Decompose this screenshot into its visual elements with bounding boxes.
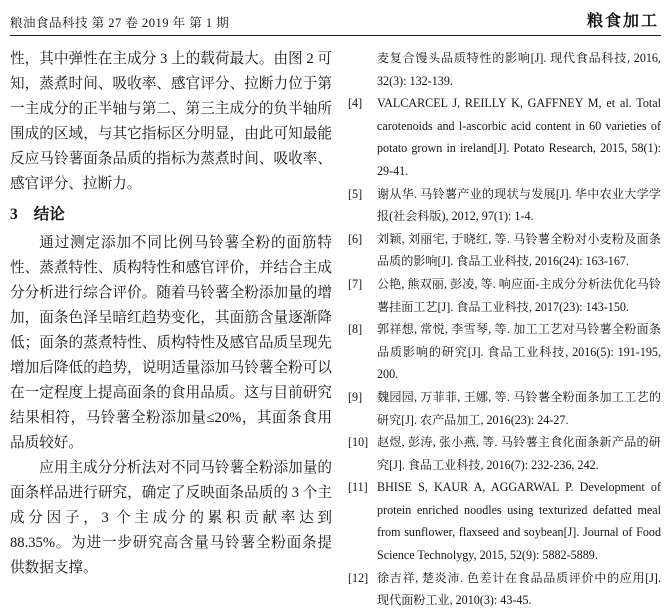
reference-text: BHISE S, KAUR A, AGGARWAL P. Development of protein enriched noodles using texturized defatted meal from sunflower, flaxseed and soybean[J]. Journal of Food Science Technolygy, 2015, 52(9): 5882-5889. bbox=[377, 480, 661, 563]
reference-text: 魏园园, 万菲菲, 王娜, 等. 马铃薯全粉面条加工工艺的研究[J]. 农产品加工, 2016(23): 24-27. bbox=[377, 389, 661, 427]
reference-label: [8] bbox=[348, 322, 363, 337]
page-header bbox=[10, 6, 661, 35]
reference-label: [5] bbox=[348, 186, 363, 201]
section-number: 3 bbox=[10, 206, 18, 223]
reference-item-7 bbox=[348, 273, 661, 318]
reference-label: [7] bbox=[348, 276, 363, 291]
reference-text: 赵煜, 彭涛, 张小燕, 等. 马铃薯主食化面条新产品的研究[J]. 食品工业科技, 2016(7): 232-236, 242. bbox=[377, 435, 661, 472]
reference-text: 刘颖, 刘丽宅, 于晓红, 等. 马铃薯全粉对小麦粉及面条品质的影响[J]. 食品工业科技, 2016(24): 163-167. bbox=[377, 231, 661, 269]
reference-item-5 bbox=[348, 183, 661, 228]
reference-item-12 bbox=[348, 567, 661, 612]
reference-item-9 bbox=[348, 386, 661, 431]
reference-text: 谢从华. 马铃薯产业的现状与发展[J]. 华中农业大学学报(社会科版), 2012, 97(1): 1-4. bbox=[377, 186, 661, 224]
reference-text: 郭祥想, 常悦, 李雪琴, 等. 加工工艺对马铃薯全粉面条品质影响的研究[J]. 食品工业科技, 2016(5): 191-195, 200. bbox=[377, 322, 661, 382]
reference-label: [4] bbox=[348, 96, 363, 111]
journal-info: 粮油食品科技 第 27 卷 2019 年 第 1 期 bbox=[10, 16, 230, 30]
reference-label: [6] bbox=[348, 231, 363, 246]
reference-text: 公艳, 熊双丽, 彭凌, 等. 响应面-主成分分析法优化马铃薯挂面工艺[J]. 食品工业科技, 2017(23): 143-150. bbox=[377, 276, 661, 314]
reference-item-4 bbox=[348, 92, 661, 182]
left-column bbox=[10, 47, 332, 612]
section-heading-conclusion bbox=[10, 202, 332, 227]
reference-item-6 bbox=[348, 228, 661, 273]
reference-text: VALCARCEL J, REILLY K, GAFFNEY M, et al. Total carotenoids and l-ascorbic acid content in 60 varieties of potato grown in ireland[J]. Potato Research, 2015, 58(1): 29-41. bbox=[377, 96, 661, 178]
body-paragraph-2: 通过测定添加不同比例马铃薯全粉的面筋特性、蒸煮特性、质构特性和感官评价，并结合主成分分析进行综合评价。随着马铃薯全粉添加量的增加，面条色泽呈暗红趋势变化，其面筋含量逐渐降低；面条的蒸煮特性、质构特性及感官品质呈现先增加后降低的趋势，说明适量添加马铃薯全粉可以在一定程度上提高面条的食用品质。这与目前研究结果相符，马铃薯全粉添加量≤20%，其面条食用品质较好。 bbox=[10, 235, 332, 451]
references-column bbox=[348, 47, 661, 612]
reference-label: [9] bbox=[348, 389, 363, 404]
body-paragraph-3: 应用主成分分析法对不同马铃薯全粉添加量的面条样品进行研究，确定了反映面条品质的 3 个主成分因子，3 个主成分的累积贡献率达到 88.35%。为进一步研究高含量马铃薯全粉面条提供数据支撑。 bbox=[10, 460, 332, 576]
body-paragraph-1: 性，其中弹性在主成分 3 上的载荷最大。由图 2 可知，蒸煮时间、吸收率、感官评分、拉断力位于第一主成分的正半轴与第二、第三主成分的负半轴所围成的区域，与其它指标区分明显，由此可知最能反应马铃薯面条品质的指标为蒸煮时间、吸收率、感官评分、拉断力。 bbox=[10, 51, 332, 192]
reference-continuation: 麦复合馒头品质特性的影响[J]. 现代食品科技, 2016, 32(3): 132-139. bbox=[377, 51, 661, 88]
reference-label: [10] bbox=[348, 435, 369, 450]
reference-label: [11] bbox=[348, 480, 368, 495]
reference-item-11 bbox=[348, 476, 661, 566]
reference-item-8 bbox=[348, 318, 661, 386]
two-column-body bbox=[10, 36, 661, 612]
reference-item-10 bbox=[348, 431, 661, 476]
reference-label: [12] bbox=[348, 570, 369, 585]
section-title: 结论 bbox=[33, 206, 65, 223]
reference-text: 徐吉祥, 楚炎沛. 色差计在食品品质评价中的应用[J]. 现代面粉工业, 2010(3): 43-45. bbox=[377, 570, 661, 608]
journal-section-label: 粮食加工 bbox=[586, 13, 659, 30]
